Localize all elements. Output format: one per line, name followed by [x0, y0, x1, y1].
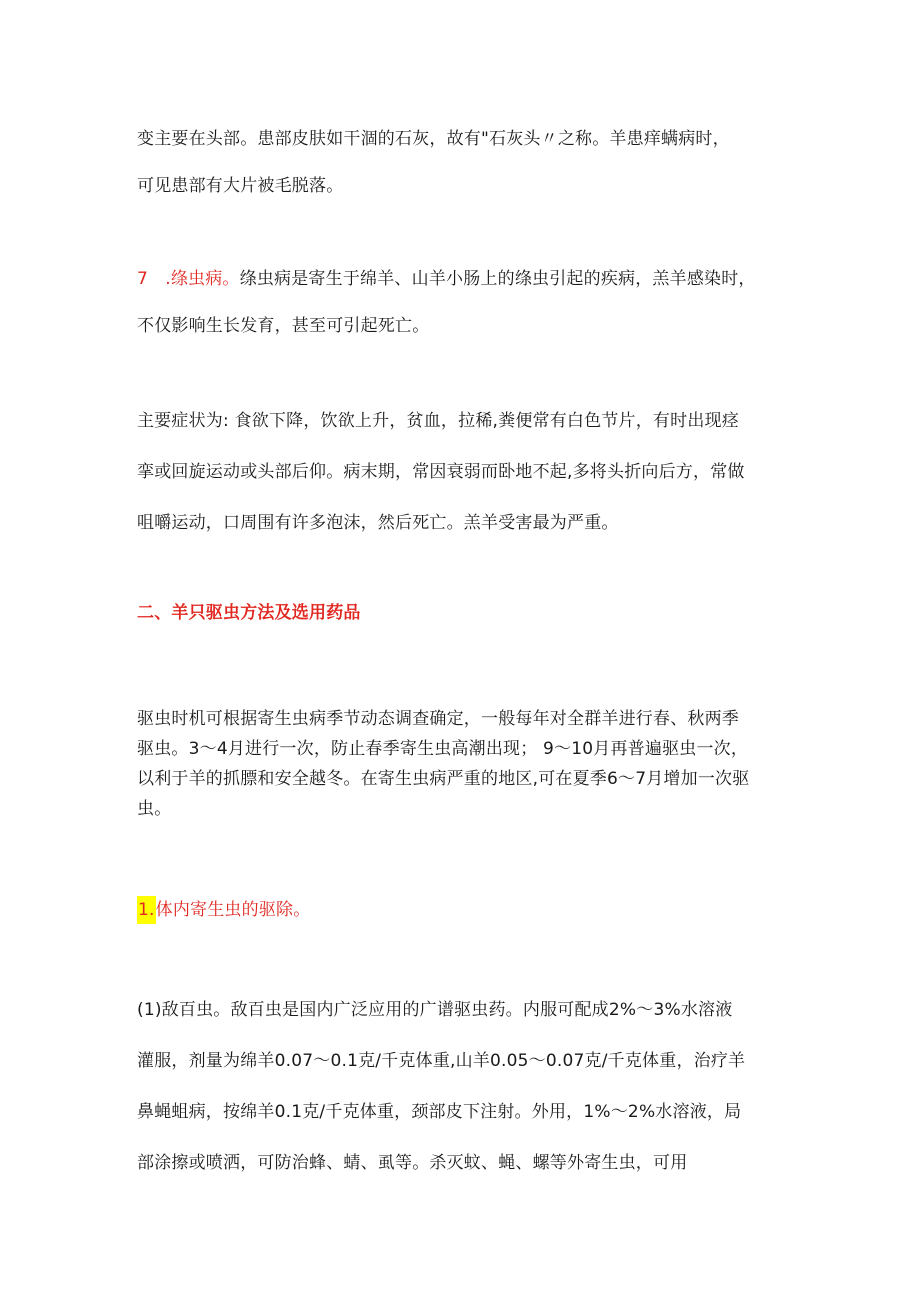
item-label-7: 7 .绦虫病。	[137, 269, 240, 289]
text-line: 挛或回旋运动或头部后仰。病末期，常因衰弱而卧地不起,多将头折向后方，常做	[137, 462, 745, 482]
text-line: 咀嚼运动，口周围有许多泡沫，然后死亡。羔羊受害最为严重。	[137, 513, 619, 533]
text-run: 绦虫病是寄生于绵羊、山羊小肠上的绦虫引起的疾病，羔羊感染时，	[239, 269, 756, 289]
text-line: 可见患部有大片被毛脱落。	[137, 176, 344, 196]
text-line: 以利于羊的抓膘和安全越冬。在寄生虫病严重的地区,可在夏季6～7月增加一次驱	[137, 769, 750, 789]
text-line: (1)敌百虫。敌百虫是国内广泛应用的广谱驱虫药。内服可配成2%～3%水溶液	[137, 1000, 733, 1020]
paragraph-lime-mange	[137, 116, 797, 210]
subheading-text: 体内寄生虫的驱除。	[155, 900, 311, 920]
section-heading	[137, 598, 797, 628]
text-line: 变主要在头部。患部皮肤如干涸的石灰，故有"石灰头〃之称。羊患痒螨病时，	[137, 129, 730, 149]
text-line: 驱虫时机可根据寄生虫病季节动态调查确定，一般每年对全群羊进行春、秋两季	[137, 709, 739, 729]
text-line: 鼻蝇蛆病，按绵羊0.1克/千克体重，颈部皮下注射。外用，1%～2%水溶液，局	[137, 1102, 742, 1122]
paragraph-tapeworm	[137, 256, 797, 350]
section-heading-text: 二、羊只驱虫方法及选用药品	[137, 603, 361, 623]
paragraph-trichlorfon	[137, 985, 797, 1189]
text-line	[137, 256, 797, 303]
text-line: 主要症状为: 食欲下降，饮欲上升，贫血，拉稀,粪便常有白色节片，有时出现痉	[137, 411, 739, 431]
subheading-internal-parasites	[137, 892, 797, 928]
paragraph-deworming-timing	[137, 704, 797, 824]
text-line: 灌服，剂量为绵羊0.07～0.1克/千克体重,山羊0.05～0.07克/千克体重，治疗羊	[137, 1051, 746, 1071]
text-line: 部涂擦或喷洒，可防治蜂、蜻、虱等。杀灭蚊、蝇、螺等外寄生虫，可用	[137, 1153, 688, 1173]
text-line: 驱虫。3～4月进行一次，防止春季寄生虫高潮出现； 9～10月再普遍驱虫一次，	[137, 739, 749, 759]
highlighted-number: 1.	[137, 896, 156, 924]
text-line: 虫。	[137, 799, 172, 819]
paragraph-symptoms	[137, 396, 797, 549]
text-line	[137, 892, 797, 928]
text-line: 不仅影响生长发育，甚至可引起死亡。	[137, 316, 430, 336]
